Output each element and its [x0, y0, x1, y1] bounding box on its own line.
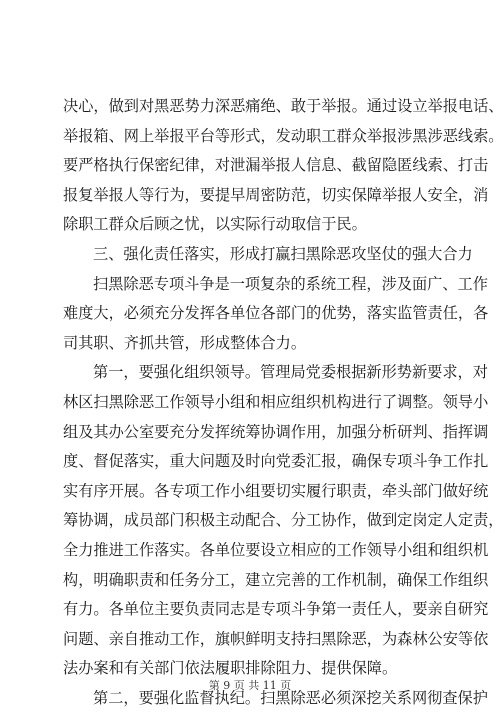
body-text — [63, 92, 503, 713]
text-line: 问题、亲自推动工作，旗帜鲜明支持扫黑除恶，为森林公安等依 — [63, 629, 489, 648]
text-line: 第二，要强化监督执纪。扫黑除恶必须深挖关系网彻查保护 — [93, 688, 488, 707]
page-footer: 第 9 页 共 11 页 — [208, 679, 292, 692]
text-line: 构，明确职责和任务分工，建立完善的工作机制，确保工作组织 — [63, 570, 489, 589]
text-line: 第一，要强化组织领导。管理局党委根据新形势新要求，对 — [93, 363, 488, 382]
text-line: 三、强化责任落实，形成打赢扫黑除恶攻坚仗的强大合力 — [93, 244, 473, 263]
text-line: 难度大，必须充分发挥各单位各部门的优势，落实监管责任，各 — [63, 304, 489, 323]
text-line: 决心，做到对黑恶势力深恶痛绝、敢于举报。通过设立举报电话、 — [63, 97, 503, 115]
text-line: 筹协调，成员部门积极主动配合、分工协作，做到定岗定人定责， — [63, 511, 503, 530]
text-line: 组及其办公室要充分发挥统筹协调作用，加强分析研判、指挥调 — [63, 422, 489, 441]
text-line: 有力。各单位主要负责同志是专项斗争第一责任人，要亲自研究 — [63, 600, 489, 619]
text-line: 全力推进工作落实。各单位要设立相应的工作领导小组和组织机 — [63, 540, 489, 559]
text-line: 法办案和有关部门依法履职排除阻力、提供保障。 — [63, 659, 398, 678]
text-line: 司其职、齐抓共管，形成整体合力。 — [63, 333, 306, 352]
text-line: 林区扫黑除恶工作领导小组和相应组织机构进行了调整。领导小 — [63, 392, 489, 411]
text-line: 实有序开展。各专项工作小组要切实履行职责，牵头部门做好统 — [63, 481, 489, 500]
text-line: 举报箱、网上举报平台等形式，发动职工群众举报涉黑涉恶线索。 — [63, 126, 503, 145]
text-line: 除职工群众后顾之忧，以实际行动取信于民。 — [63, 215, 367, 234]
text-line: 报复举报人等行为，要提早周密防范，切实保障举报人安全，消 — [63, 185, 489, 204]
text-line: 度、督促落实，重大问题及时向党委汇报，确保专项斗争工作扎 — [63, 452, 489, 471]
text-line: 扫黑除恶专项斗争是一项复杂的系统工程，涉及面广、工作 — [93, 274, 488, 293]
text-line: 要严格执行保密纪律，对泄漏举报人信息、截留隐匿线索、打击 — [63, 156, 489, 175]
